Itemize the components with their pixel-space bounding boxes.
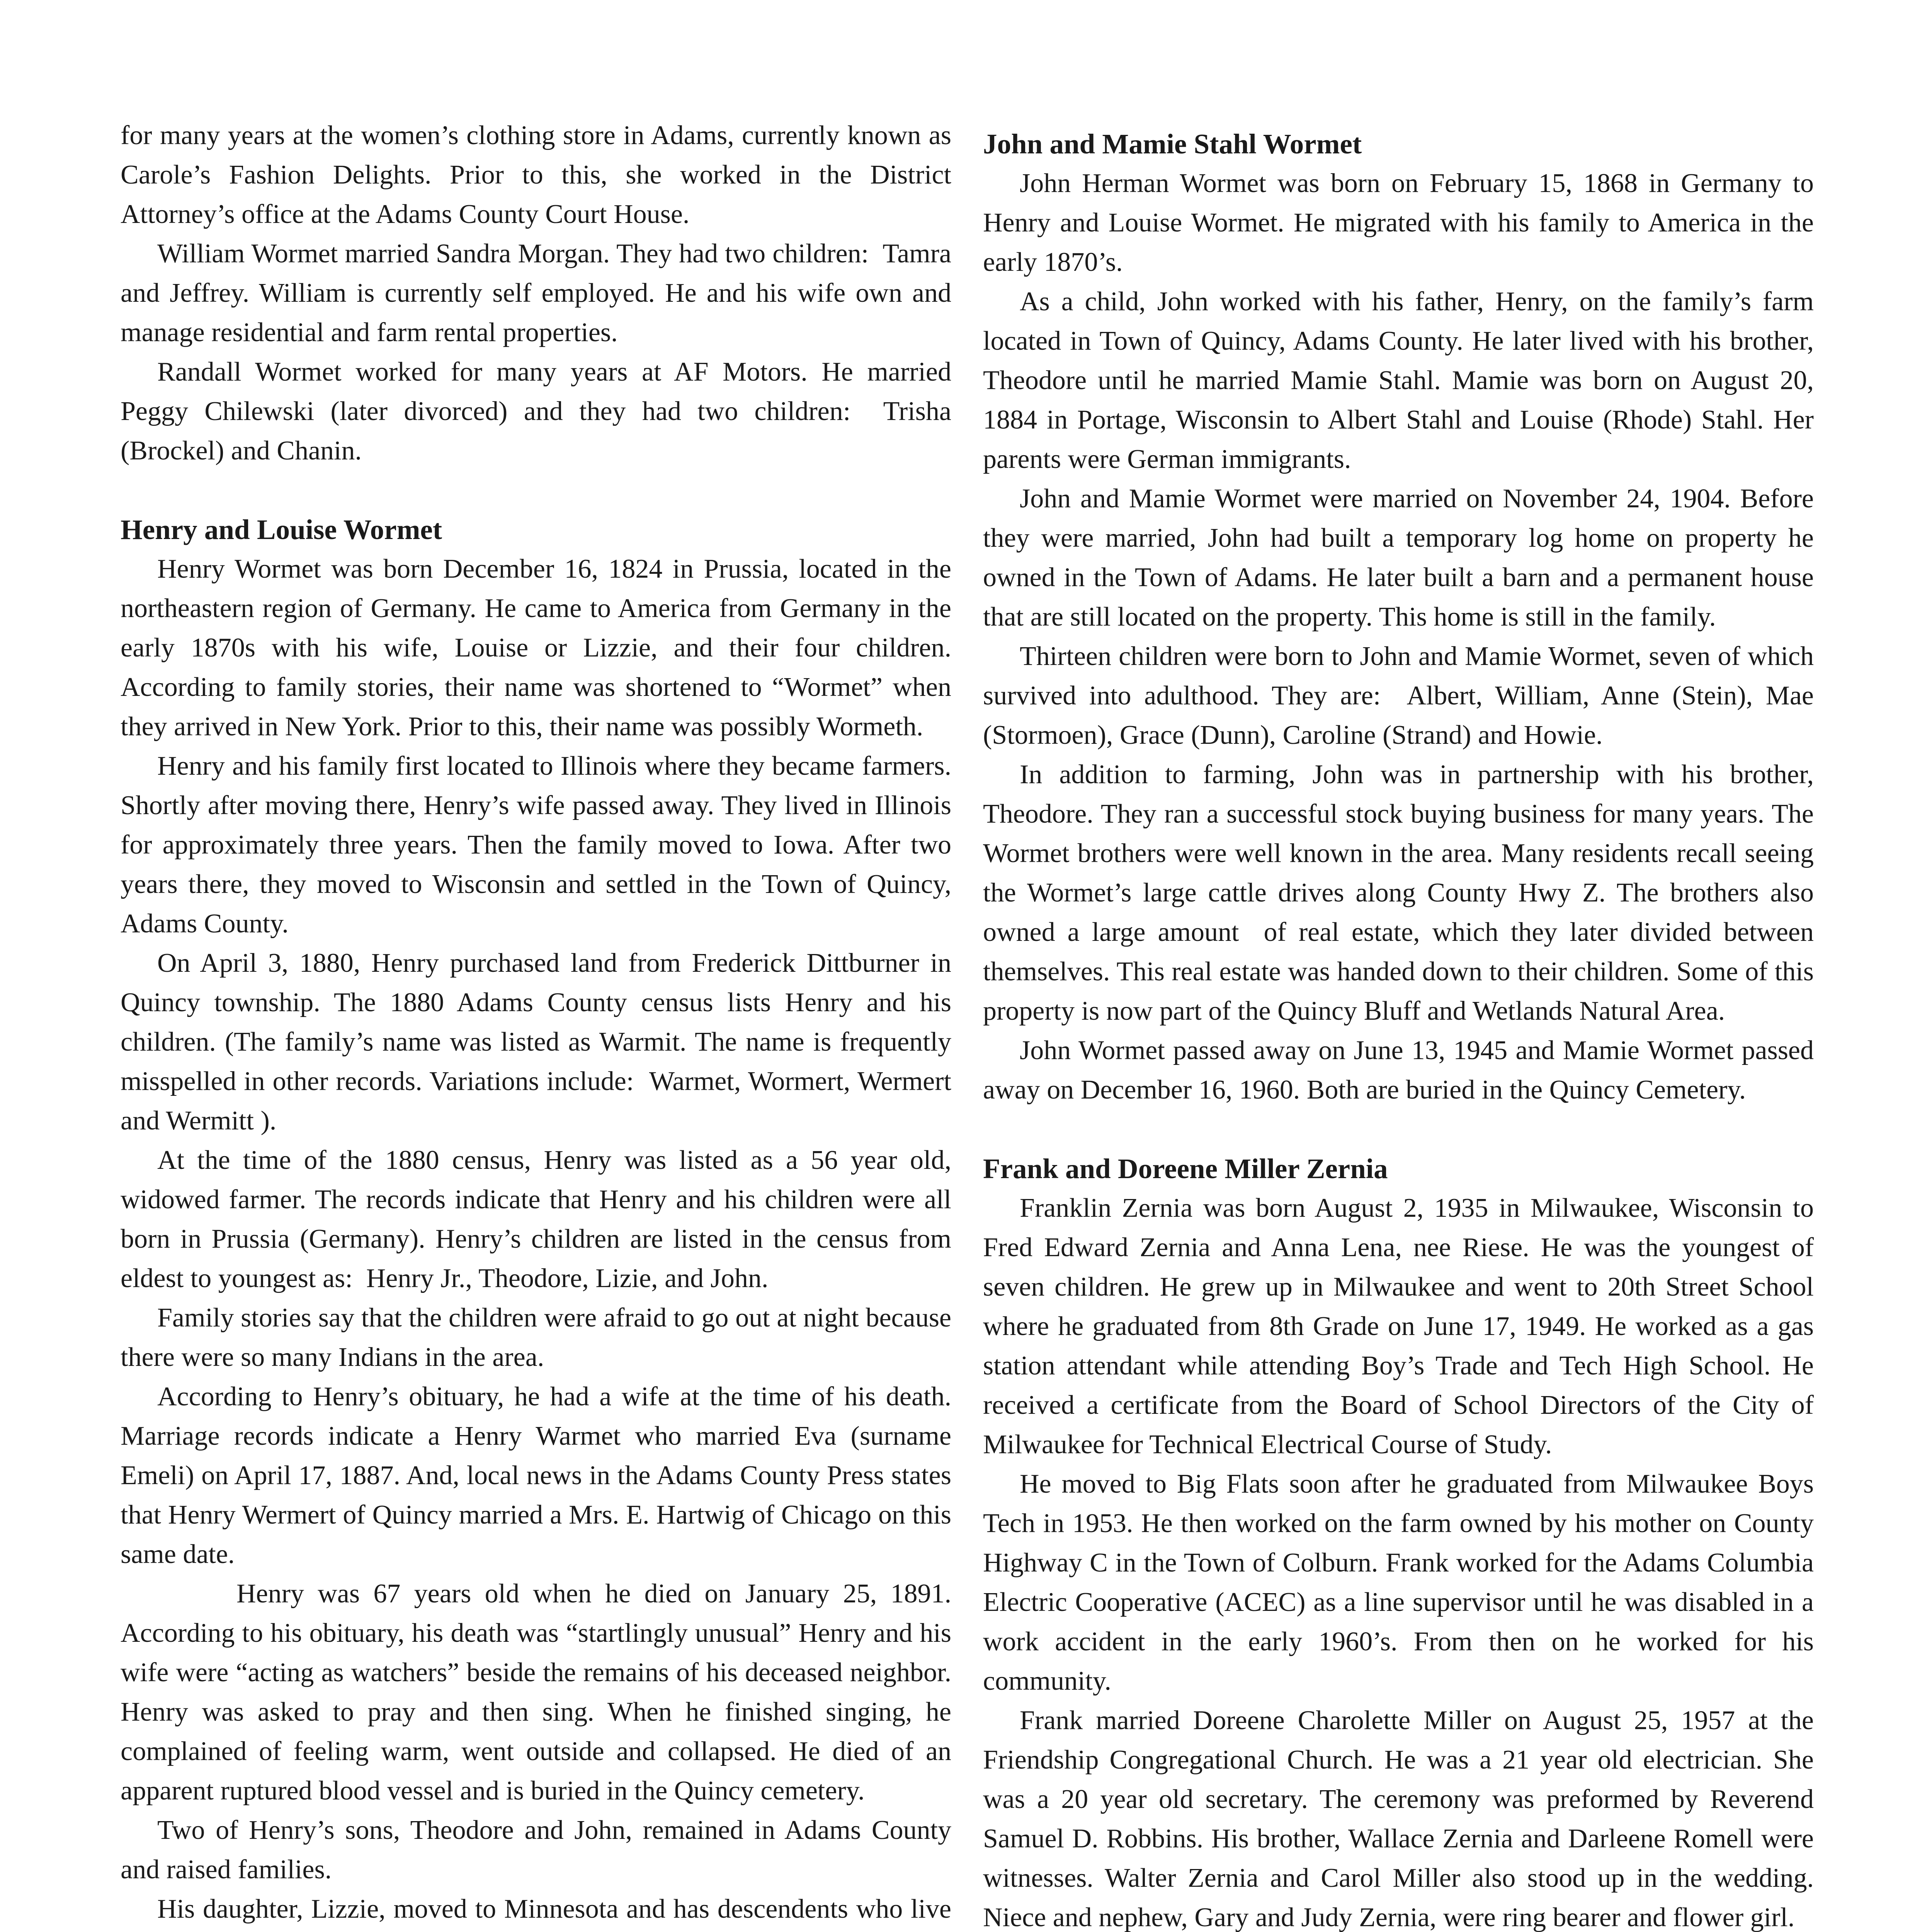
paragraph: In addition to farming, John was in partnership with his brother, Theodore. They ran a successful stock buying business for many years. The Wormet brothers were well known in the area. Many residents recall seeing the Wormet’s large cattle drives along County Hwy Z. The brothers also owned a large amount of real estate, which they later divided between themselves. This real estate was handed down to their children. Some of this property is now part of the Quincy Bluff and Wetlands Natural Area. xyxy=(983,760,1814,1026)
paragraph: John and Mamie Wormet were married on November 24, 1904. Before they were married, John had built a temporary log home on property he owned in the Town of Adams. He later built a barn and a permanent house that are still located on the property. This home is still in the family. xyxy=(983,484,1814,632)
paragraph: Frank married Doreene Charolette Miller on August 25, 1957 at the Friendship Congregational Church. He was a 21 year old electrician. She was a 20 year old secretary. The ceremony was preformed by Reverend Samuel D. Robbins. His brother, Wallace Zernia and Darleene Romell were witnesses. Walter Zernia and Carol Miller also stood up in the wedding. Niece and nephew, Gary and Judy Zernia, were ring bearer and flower girl. xyxy=(983,1706,1814,1932)
paragraph: John Herman Wormet was born on February 15, 1868 in Germany to Henry and Louise Wormet. He migrated with his family to America in the early 1870’s. xyxy=(983,168,1814,277)
paragraph: According to Henry’s obituary, he had a wife at the time of his death. Marriage records indicate a Henry Warmet who married Eva (surname Emeli) on April 17, 1887. And, local news in the Adams County Press states that Henry Wermert of Quincy married a Mrs. E. Hartwig of Chicago on this same date. xyxy=(121,1382,951,1569)
paragraph: Henry was 67 years old when he died on January 25, 1891. According to his obituary, his death was “startlingly unusual” Henry and his wife were “acting as watchers” beside the remains of his deceased neighbor. Henry was asked to pray and then sing. When he finished singing, he complained of feeling warm, went outside and collapsed. He died of an apparent ruptured blood vessel and is buried in the Quincy cemetery. xyxy=(121,1579,951,1806)
paragraph: Family stories say that the children were afraid to go out at night because there were so many Indians in the area. xyxy=(121,1303,951,1372)
paragraph: At the time of the 1880 census, Henry was listed as a 56 year old, widowed farmer. The records indicate that Henry and his children were all born in Prussia (Germany). Henry’s children are listed in the census from eldest to youngest as: Henry Jr., Theodore, Lizie, and John. xyxy=(121,1145,951,1293)
paragraph: Henry Wormet was born December 16, 1824 in Prussia, located in the northeastern region of Germany. He came to America from Germany in the early 1870s with his wife, Louise or Lizzie, and their four children. According to family stories, their name was shortened to “Wormet” when they arrived in New York. Prior to this, their name was possibly Wormeth. xyxy=(121,554,951,742)
section-heading-henry-louise: Henry and Louise Wormet xyxy=(121,514,442,545)
paragraph: Henry and his family first located to Illinois where they became farmers. Shortly after moving there, Henry’s wife passed away. They lived in Illinois for approximately three years. Then the family moved to Iowa. After two years there, they moved to Wisconsin and settled in the Town of Quincy, Adams County. xyxy=(121,751,951,939)
paragraph: As a child, John worked with his father, Henry, on the family’s farm located in Town of Quincy, Adams County. He later lived with his brother, Theodore until he married Mamie Stahl. Mamie was born on August 20, 1884 in Portage, Wisconsin to Albert Stahl and Louise (Rhode) Stahl. Her parents were German immigrants. xyxy=(983,287,1814,474)
paragraph: On April 3, 1880, Henry purchased land from Frederick Dittburner in Quincy township. The 1880 Adams County census lists Henry and his children. (The family’s name was listed as Warmit. The name is frequently misspelled in other records. Variations include: Warmet, Wormert, Wermert and Wermitt ). xyxy=(121,948,951,1136)
paragraph: William Wormet married Sandra Morgan. They had two children: Tamra and Jeffrey. William is currently self employed. He and his wife own and manage residential and farm rental properties. xyxy=(121,239,951,347)
right-column xyxy=(983,124,1814,1932)
left-column xyxy=(121,116,951,1932)
paragraph: Franklin Zernia was born August 2, 1935 in Milwaukee, Wisconsin to Fred Edward Zernia and Anna Lena, nee Riese. He was the youngest of seven children. He grew up in Milwaukee and went to 20th Street School where he graduated from 8th Grade on June 17, 1949. He worked as a gas station attendant while attending Boy’s Trade and Tech High School. He received a certificate from the Board of School Directors of the City of Milwaukee for Technical Electrical Course of Study. xyxy=(983,1193,1814,1459)
paragraph: Randall Wormet worked for many years at AF Motors. He married Peggy Chilewski (later divorced) and they had two children: Trisha (Brockel) and Chanin. xyxy=(121,357,951,466)
paragraph: Two of Henry’s sons, Theodore and John, remained in Adams County and raised families. xyxy=(121,1815,951,1884)
paragraph: John Wormet passed away on June 13, 1945 and Mamie Wormet passed away on December 16, 1960. Both are buried in the Quincy Cemetery. xyxy=(983,1036,1814,1105)
paragraph: Thirteen children were born to John and Mamie Wormet, seven of which survived into adulthood. They are: Albert, William, Anne (Stein), Mae (Stormoen), Grace (Dunn), Caroline (Strand) and Howie. xyxy=(983,641,1814,750)
section-heading-john-mamie: John and Mamie Stahl Wormet xyxy=(983,128,1362,160)
section-heading-frank-doreene: Frank and Doreene Miller Zernia xyxy=(983,1153,1388,1184)
section-spacer xyxy=(983,1110,1814,1149)
paragraph: He moved to Big Flats soon after he graduated from Milwaukee Boys Tech in 1953. He then worked on the farm owned by his mother on County Highway C in the Town of Colburn. Frank worked for the Adams Columbia Electric Cooperative (ACEC) as a line supervisor until he was disabled in a work accident in the early 1960’s. From then on he worked for his community. xyxy=(983,1469,1814,1696)
paragraph: His daughter, Lizzie, moved to Minnesota and has descendents who live xyxy=(157,1894,951,1924)
paragraph: for many years at the women’s clothing store in Adams, currently known as Carole’s Fashion Delights. Prior to this, she worked in the District Attorney’s office at the Adams County Court House. xyxy=(121,121,951,229)
section-spacer xyxy=(121,471,951,510)
